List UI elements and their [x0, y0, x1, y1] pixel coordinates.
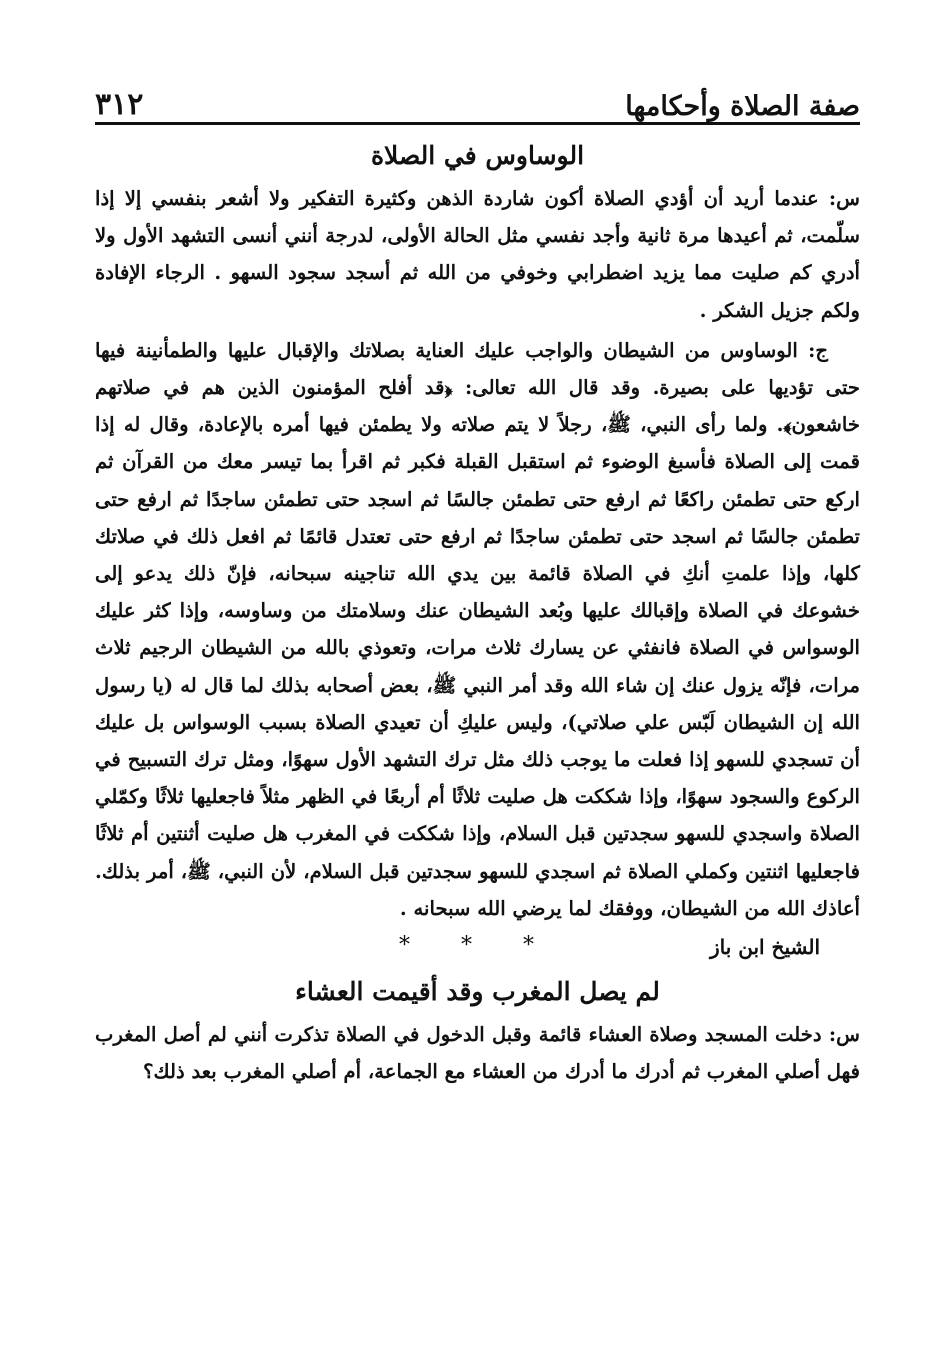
running-title: صفة الصلاة وأحكامها	[625, 91, 860, 122]
question-paragraph-2: س: دخلت المسجد وصلاة العشاء قائمة وقبل الدخول في الصلاة تذكرت أنني لم أصل المغرب فهل أصلي المغرب ثم أدرك ما أدرك من العشاء مع الجماعة، أم أصلي المغرب بعد ذلك؟	[95, 1023, 860, 1084]
section-title: الوساوس في الصلاة	[370, 141, 585, 170]
section-title-2: لم يصل المغرب وقد أقيمت العشاء	[295, 977, 660, 1007]
section-divider	[95, 933, 860, 973]
stars-separator: * * *	[399, 933, 556, 959]
fatwa-attribution: الشيخ ابن باز	[709, 935, 820, 960]
running-header	[95, 78, 860, 125]
page-number: ٣١٢	[95, 87, 144, 122]
question-paragraph: س: عندما أريد أن أؤدي الصلاة أكون شاردة الذهن وكثيرة التفكير ولا أشعر بنفسي إلا إذا سلّمت، ثم أعيدها مرة ثانية وأجد نفسي مثل الحالة الأولى، لدرجة أنني أنسى التشهد الأول ولا أدري كم صليت مما يزيد اضطرابي وخوفي من الله ثم أسجد سجود السهو . الرجاء الإفادة ولكم جزيل الشكر .	[95, 187, 860, 322]
answer-paragraph: ج: الوساوس من الشيطان والواجب عليك العناية بصلاتك والإقبال عليها والطمأنينة فيها حتى تؤديها على بصيرة. وقد قال الله تعالى: ﴿قد أفلح المؤمنون الذين هم في صلاتهم خاشعون﴾. ولما رأى النبي، ﷺ، رجلاً لا يتم صلاته ولا يطمئن فيها أمره بالإعادة، وقال له إذا قمت إلى الصلاة فأسبغ الوضوء ثم استقبل القبلة فكبر ثم اقرأ بما تيسر معك من القرآن ثم اركع حتى تطمئن راكعًا ثم ارفع حتى تطمئن جالسًا ثم اسجد حتى تطمئن ساجدًا ثم ارفع حتى تطمئن جالسًا ثم اسجد حتى تطمئن ساجدًا ثم ارفع حتى تعتدل قائمًا ثم افعل ذلك في صلاتك كلها، وإذا علمتِ أنكِ في الصلاة قائمة بين يدي الله تناجينه سبحانه، فإنّ ذلك يدعو إلى خشوعك في الصلاة وإقبالك عليها وبُعد الشيطان عنك وسلامتك من وساوسه، وإذا كثر عليك الوسواس في الصلاة فانفثي عن يسارك ثلاث مرات، وتعوذي بالله من الشيطان الرجيم ثلاث مرات، فإنّه يزول عنك إن شاء الله وقد أمر النبي ﷺ، بعض أصحابه بذلك لما قال له (يا رسول الله إن الشيطان لَبّس علي صلاتي)، وليس عليكِ أن تعيدي الصلاة بسبب الوسواس بل عليك أن تسجدي للسهو إذا فعلت ما يوجب ذلك مثل ترك التشهد الأول سهوًا، ومثل ترك التسبيح في الركوع والسجود سهوًا، وإذا شككت هل صليت ثلاثًا أم أربعًا في الظهر مثلاً فاجعليها ثلاثًا وكمّلي الصلاة واسجدي للسهو سجدتين قبل السلام، وإذا شككت في المغرب هل صليت أثنتين أم ثلاثًا فاجعليها اثنتين وكملي الصلاة ثم اسجدي للسهو سجدتين قبل السلام، لأن النبي، ﷺ، أمر بذلك. أعاذك الله من الشيطان، ووفقك لما يرضي الله سبحانه .	[95, 338, 860, 920]
